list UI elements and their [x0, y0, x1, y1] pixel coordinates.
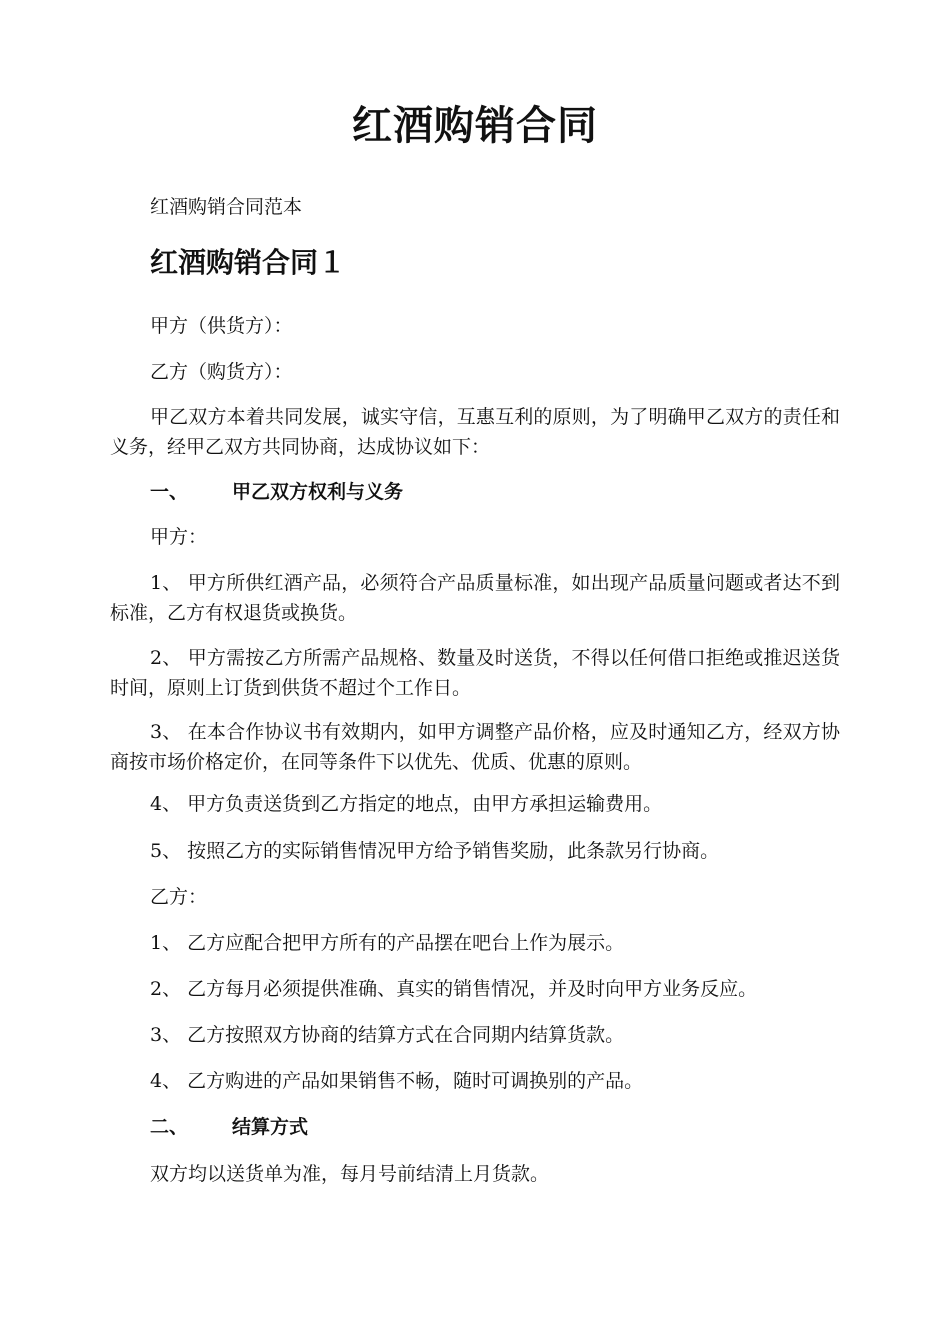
party-b-item: 4、 乙方购进的产品如果销售不畅，随时可调换别的产品。	[150, 1070, 644, 1092]
party-b-item: 2、 乙方每月必须提供准确、真实的销售情况，并及时向甲方业务反应。	[150, 978, 758, 1000]
party-a-label: 甲方：	[150, 526, 208, 548]
section-heading-2	[150, 1114, 308, 1140]
section-title: 甲乙双方权利与义务	[232, 481, 404, 503]
section-number: 一、	[150, 481, 189, 503]
document-subtitle: 红酒购销合同范本	[150, 196, 303, 218]
party-a-item: 2、 甲方需按乙方所需产品规格、数量及时送货，不得以任何借口拒绝或推迟送货时间，原则上订货到供货不超过个工作日。	[110, 647, 840, 699]
settlement-paragraph: 双方均以送货单为准，每月号前结清上月货款。	[150, 1163, 550, 1185]
section-heading-1	[150, 479, 403, 505]
intro-paragraph: 甲乙双方本着共同发展，诚实守信，互惠互利的原则，为了明确甲乙双方的责任和义务，经甲乙双方共同协商，达成协议如下：	[110, 406, 840, 458]
party-a-item: 4、 甲方负责送货到乙方指定的地点，由甲方承担运输费用。	[150, 793, 663, 815]
party-b-label: 乙方：	[150, 886, 208, 908]
contract-heading: 红酒购销合同１	[150, 246, 347, 279]
section-title: 结算方式	[232, 1116, 309, 1138]
party-a-item: 3、 在本合作协议书有效期内，如甲方调整产品价格，应及时通知乙方，经双方协商按市场价格定价，在同等条件下以优先、优质、优惠的原则。	[110, 721, 840, 773]
section-number: 二、	[150, 1116, 189, 1138]
party-b-line: 乙方（购货方）：	[150, 361, 293, 383]
party-a-item: 5、 按照乙方的实际销售情况甲方给予销售奖励，此条款另行协商。	[150, 840, 720, 862]
document-title: 红酒购销合同	[352, 102, 598, 149]
party-a-item: 1、 甲方所供红酒产品，必须符合产品质量标准，如出现产品质量问题或者达不到标准，乙方有权退货或换货。	[110, 572, 840, 624]
party-b-item: 1、 乙方应配合把甲方所有的产品摆在吧台上作为展示。	[150, 932, 625, 954]
party-a-line: 甲方（供货方）：	[150, 315, 293, 337]
party-b-item: 3、 乙方按照双方协商的结算方式在合同期内结算货款。	[150, 1024, 625, 1046]
